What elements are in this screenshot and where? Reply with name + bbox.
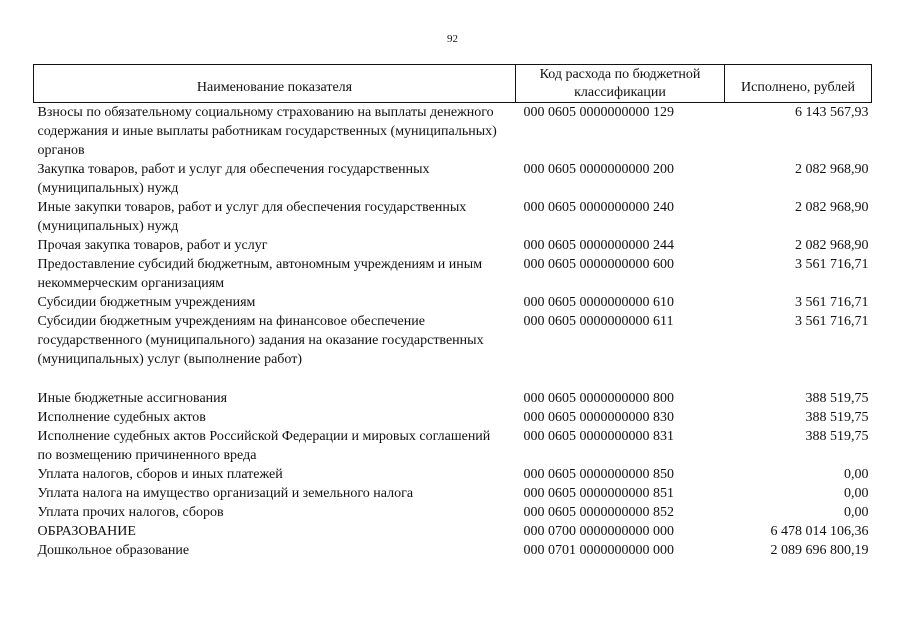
- table-row: [34, 408, 872, 427]
- table-row: [34, 484, 872, 503]
- row-name: Дошкольное образование: [37, 543, 190, 558]
- row-name: Закупка товаров, работ и услуг для обеспечения государственных (муниципальных) нужд: [37, 162, 430, 196]
- row-amount: 2 089 696 800,19: [770, 543, 869, 558]
- row-code: 000 0605 0000000000 244: [523, 238, 674, 253]
- table-row: [34, 541, 872, 560]
- header-code: Код расхода по бюджетной классификации: [516, 65, 725, 103]
- row-name: Иные бюджетные ассигнования: [37, 391, 228, 406]
- row-amount: 6 478 014 106,36: [770, 524, 869, 539]
- row-code: 000 0605 0000000000 830: [523, 410, 674, 425]
- header-amount: Исполнено, рублей: [725, 65, 872, 103]
- row-code: 000 0605 0000000000 600: [523, 257, 674, 272]
- row-amount: 0,00: [844, 486, 869, 501]
- row-name: Уплата налогов, сборов и иных платежей: [37, 467, 283, 482]
- table-row: [34, 293, 872, 312]
- row-name: Прочая закупка товаров, работ и услуг: [37, 238, 268, 253]
- table-row: [34, 522, 872, 541]
- row-code: 000 0701 0000000000 000: [523, 543, 674, 558]
- row-code: 000 0605 0000000000 610: [523, 295, 674, 310]
- row-name: Иные закупки товаров, работ и услуг для обеспечения государственных (муниципальных) нужд: [37, 200, 467, 234]
- table-row: [34, 160, 872, 198]
- row-amount: 388 519,75: [805, 410, 869, 425]
- page-number: 92: [447, 33, 458, 45]
- row-name: Субсидии бюджетным учреждениям: [37, 295, 256, 310]
- row-amount: 0,00: [844, 467, 869, 482]
- row-amount: 6 143 567,93: [795, 105, 869, 120]
- row-spacer: [34, 369, 872, 389]
- row-name: Уплата прочих налогов, сборов: [37, 505, 224, 520]
- row-code: 000 0605 0000000000 851: [523, 486, 674, 501]
- table-row: [34, 465, 872, 484]
- row-name: Исполнение судебных актов: [37, 410, 206, 425]
- row-amount: 388 519,75: [805, 429, 869, 444]
- row-name: Взносы по обязательному социальному страхованию на выплаты денежного содержания и иные выплаты работникам государственных (муниципальных) органов: [37, 105, 497, 158]
- table-row: [34, 389, 872, 408]
- table-row: [34, 198, 872, 236]
- row-name: ОБРАЗОВАНИЕ: [37, 524, 136, 539]
- row-amount: 388 519,75: [805, 391, 869, 406]
- row-code: 000 0605 0000000000 240: [523, 200, 674, 215]
- row-name: Предоставление субсидий бюджетным, автономным учреждениям и иным некоммерческим организациям: [37, 257, 483, 291]
- row-code: 000 0605 0000000000 852: [523, 505, 674, 520]
- row-name: Субсидии бюджетным учреждениям на финансовое обеспечение государственного (муниципального) задания на оказание государственных (муниципальных) услуг (выполнение работ): [37, 314, 484, 367]
- row-amount: 2 082 968,90: [795, 238, 869, 253]
- row-amount: 3 561 716,71: [795, 314, 869, 329]
- table-row: [34, 427, 872, 465]
- table-body: [34, 103, 872, 561]
- table-row: [34, 236, 872, 255]
- row-amount: 3 561 716,71: [795, 295, 869, 310]
- row-code: 000 0605 0000000000 850: [523, 467, 674, 482]
- row-code: 000 0700 0000000000 000: [523, 524, 674, 539]
- table-header: [34, 65, 872, 103]
- row-code: 000 0605 0000000000 200: [523, 162, 674, 177]
- row-amount: 3 561 716,71: [795, 257, 869, 272]
- row-code: 000 0605 0000000000 129: [523, 105, 674, 120]
- table-row: [34, 503, 872, 522]
- row-code: 000 0605 0000000000 611: [523, 314, 674, 329]
- header-name: Наименование показателя: [34, 65, 516, 103]
- table-row: [34, 103, 872, 161]
- table-row: [34, 312, 872, 369]
- row-amount: 2 082 968,90: [795, 162, 869, 177]
- row-amount: 2 082 968,90: [795, 200, 869, 215]
- row-amount: 0,00: [844, 505, 869, 520]
- row-code: 000 0605 0000000000 800: [523, 391, 674, 406]
- row-name: Исполнение судебных актов Российской Федерации и мировых соглашений по возмещению причиненного вреда: [37, 429, 491, 463]
- row-name: Уплата налога на имущество организаций и земельного налога: [37, 486, 414, 501]
- table-row: [34, 255, 872, 293]
- expenditure-table: [33, 64, 872, 560]
- row-code: 000 0605 0000000000 831: [523, 429, 674, 444]
